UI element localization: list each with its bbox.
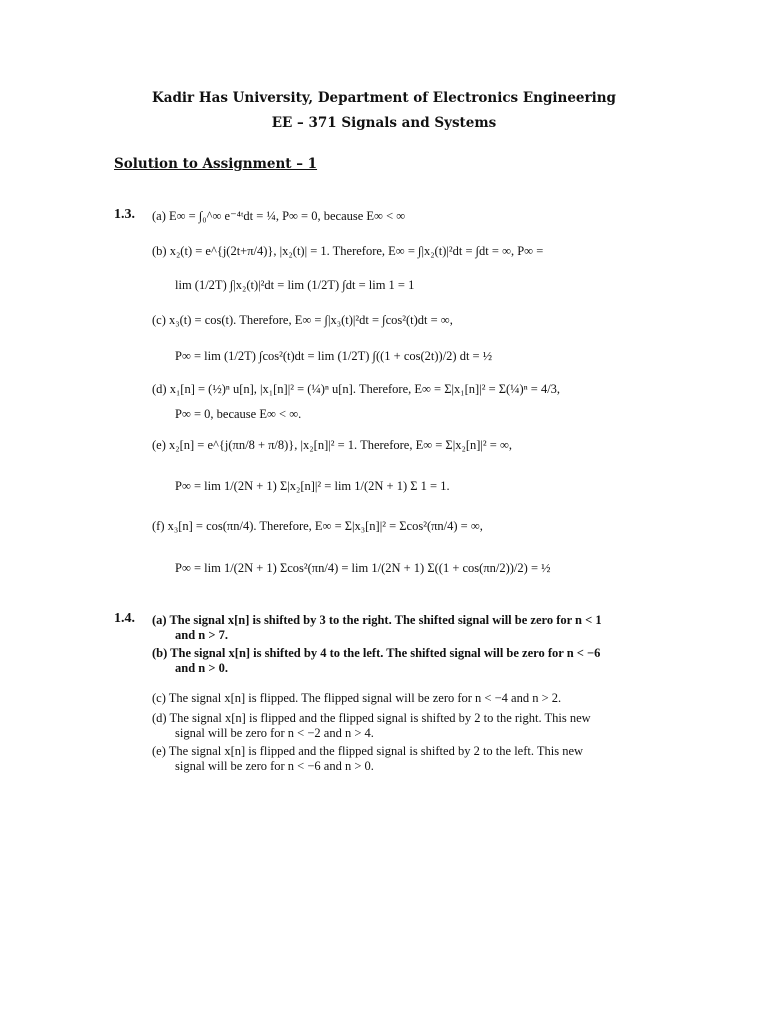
p14-part-d-line2: signal will be zero for n < −2 and n > 4. [175,726,374,740]
p14-part-d-line1: (d) The signal x[n] is flipped and the flipped signal is shifted by 2 to the right. This new [152,711,591,725]
university-heading: Kadir Has University, Department of Electronics Engineering [151,90,617,106]
assignment-subtitle: Solution to Assignment – 1 [114,156,318,172]
p14-part-c: (c) The signal x[n] is flipped. The flipped signal will be zero for n < −4 and n > 2. [152,691,562,705]
p14-part-b-line1: (b) The signal x[n] is shifted by 4 to the left. The shifted signal will be zero for n < −6 [152,646,601,660]
p13-part-c-line1: (c) x₃(t) = cos(t). Therefore, E∞ = ∫|x₃(t)|²dt = ∫cos²(t)dt = ∞, [152,313,453,327]
course-heading: EE – 371 Signals and Systems [271,115,497,131]
p13-part-f-line1: (f) x₃[n] = cos(πn/4). Therefore, E∞ = Σ|x₃[n]|² = Σcos²(πn/4) = ∞, [152,519,483,533]
p14-part-b-line2: and n > 0. [175,661,228,675]
p13-part-e-line2: P∞ = lim 1/(2N + 1) Σ|x₂[n]|² = lim 1/(2N + 1) Σ 1 = 1. [175,479,450,493]
p13-part-d-line1: (d) x₁[n] = (½)ⁿ u[n], |x₁[n]|² = (¼)ⁿ u[n]. Therefore, E∞ = Σ|x₁[n]|² = Σ(¼)ⁿ = 4/3, [152,382,561,396]
problem-1-3-number: 1.3. [114,207,135,222]
p13-part-e-line1: (e) x₂[n] = e^{j(πn/8 + π/8)}, |x₂[n]|² = 1. Therefore, E∞ = Σ|x₂[n]|² = ∞, [152,438,512,452]
p14-part-e-line1: (e) The signal x[n] is flipped and the flipped signal is shifted by 2 to the left. This new [152,744,584,758]
problem-1-4-number: 1.4. [114,611,135,626]
p14-part-e-line2: signal will be zero for n < −6 and n > 0. [175,759,374,773]
p13-part-b-line2: lim (1/2T) ∫|x₂(t)|²dt = lim (1/2T) ∫dt = lim 1 = 1 [175,278,415,292]
p13-part-f-line2: P∞ = lim 1/(2N + 1) Σcos²(πn/4) = lim 1/(2N + 1) Σ((1 + cos(πn/2))/2) = ½ [175,561,551,575]
p13-part-a: (a) E∞ = ∫₀^∞ e⁻⁴ᵗdt = ¼, P∞ = 0, because E∞ < ∞ [152,209,406,223]
p13-part-b-line1: (b) x₂(t) = e^{j(2t+π/4)}, |x₂(t)| = 1. Therefore, E∞ = ∫|x₂(t)|²dt = ∫dt = ∞, P∞ = [152,244,544,258]
p14-part-a-line2: and n > 7. [175,628,228,642]
p13-part-c-line2: P∞ = lim (1/2T) ∫cos²(t)dt = lim (1/2T) ∫((1 + cos(2t))/2) dt = ½ [175,349,493,363]
p13-part-d-line2: P∞ = 0, because E∞ < ∞. [175,407,302,421]
p14-part-a-line1: (a) The signal x[n] is shifted by 3 to the right. The shifted signal will be zero for n < 1 [152,613,602,627]
